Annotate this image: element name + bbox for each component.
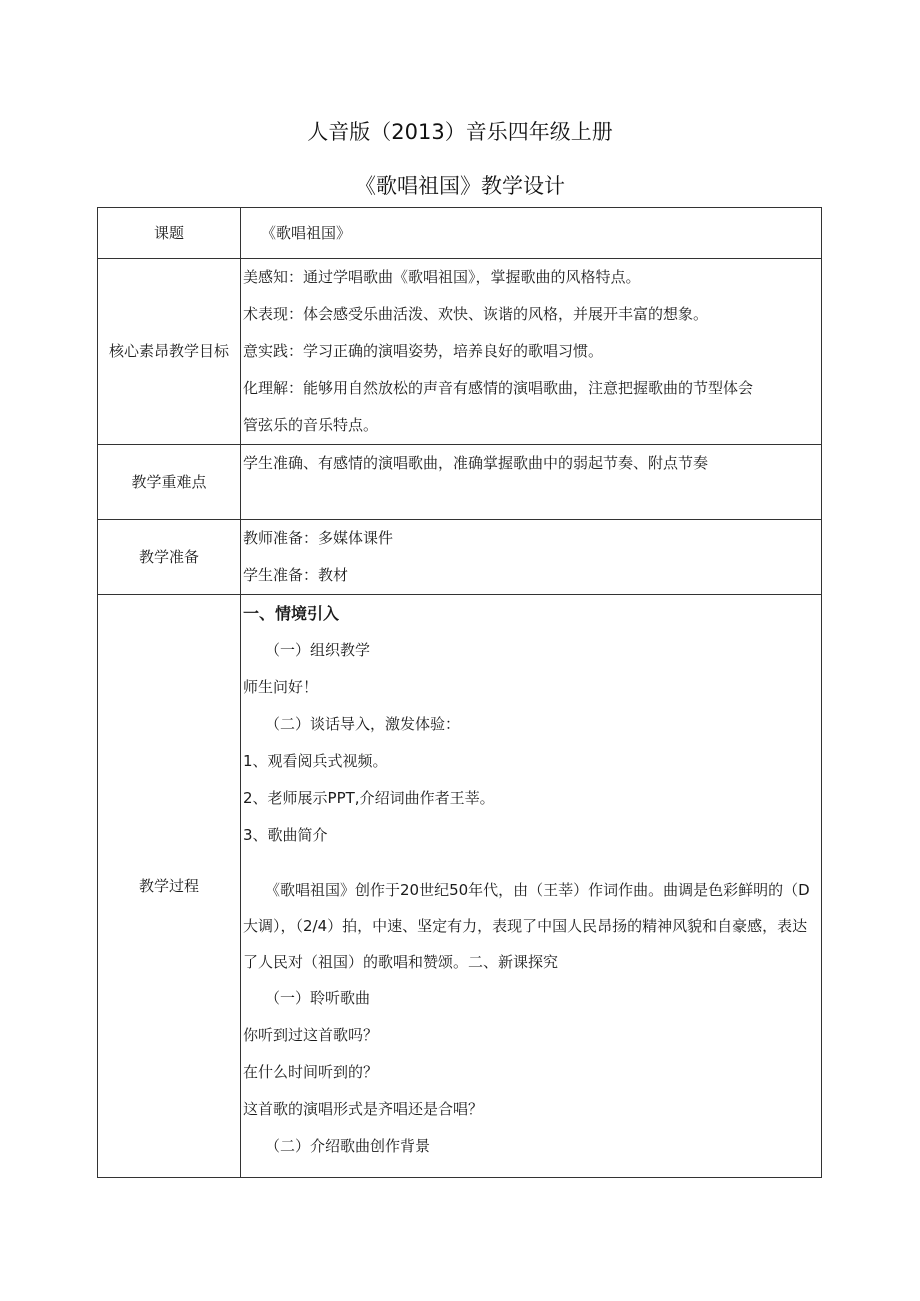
table-row-difficulty — [98, 445, 822, 520]
goal-line: 意实践：学习正确的演唱姿势，培养良好的歌唱习惯。 — [243, 342, 604, 360]
preparation-cell — [241, 520, 822, 595]
process-cell — [241, 595, 822, 1178]
process-list-item: 1、观看阅兵式视频。 — [243, 752, 388, 770]
goal-line: 术表现：体会感受乐曲活泼、欢快、诙谐的风格，并展开丰富的想象。 — [243, 305, 709, 323]
table-row-process — [98, 595, 822, 1178]
document-subtitle: 《歌唱祖国》教学设计 — [355, 174, 565, 198]
preparation-line: 学生准备：教材 — [243, 566, 349, 584]
topic-label: 课题 — [98, 208, 241, 259]
table-row-goals — [98, 259, 822, 445]
goal-line: 管弦乐的音乐特点。 — [243, 416, 379, 434]
goals-cell — [241, 259, 822, 445]
spacer — [243, 854, 821, 872]
goals-label: 核心素昂教学目标 — [98, 259, 241, 445]
subsection-heading: （一）组织教学 — [265, 641, 371, 659]
song-intro-paragraph: 《歌唱祖国》创作于20世纪50年代，由（王莘）作词作曲。曲调是色彩鲜明的（D大调），（2/4）拍，中速、坚定有力，表现了中国人民昂扬的精神风貌和自豪感，表达了人民对（祖国）的歌唱和赞颂。二、新课探究 — [243, 881, 810, 971]
table-row-preparation — [98, 520, 822, 595]
process-list-item: 2、老师展示PPT,介绍词曲作者王莘。 — [243, 789, 495, 807]
document-title: 人音版（2013）音乐四年级上册 — [307, 120, 613, 144]
subsection-heading: （二）谈话导入，激发体验： — [265, 715, 461, 733]
goal-line: 化理解：能够用自然放松的声音有感情的演唱歌曲，注意把握歌曲的节型体会 — [243, 379, 754, 397]
difficulty-label: 教学重难点 — [98, 445, 241, 520]
table-row-topic — [98, 208, 822, 259]
question-line: 你听到过这首歌吗？ — [243, 1026, 379, 1044]
section-heading: 一、情境引入 — [243, 604, 340, 623]
process-line: 师生问好！ — [243, 678, 319, 696]
process-label: 教学过程 — [98, 595, 241, 1178]
difficulty-cell — [241, 445, 822, 520]
preparation-label: 教学准备 — [98, 520, 241, 595]
question-line: 在什么时间听到的？ — [243, 1063, 379, 1081]
subsection-heading: （二）介绍歌曲创作背景 — [265, 1137, 431, 1155]
lesson-plan-table — [97, 207, 822, 1178]
topic-value: 《歌唱祖国》 — [261, 224, 352, 242]
question-line: 这首歌的演唱形式是齐唱还是合唱？ — [243, 1100, 484, 1118]
topic-cell — [241, 208, 822, 259]
goal-line: 美感知：通过学唱歌曲《歌唱祖国》，掌握歌曲的风格特点。 — [243, 268, 641, 286]
difficulty-value: 学生准确、有感情的演唱歌曲，准确掌握歌曲中的弱起节奏、附点节奏 — [243, 454, 709, 472]
preparation-line: 教师准备：多媒体课件 — [243, 529, 394, 547]
subsection-heading: （一）聆听歌曲 — [265, 989, 371, 1007]
process-list-item: 3、歌曲简介 — [243, 826, 328, 844]
